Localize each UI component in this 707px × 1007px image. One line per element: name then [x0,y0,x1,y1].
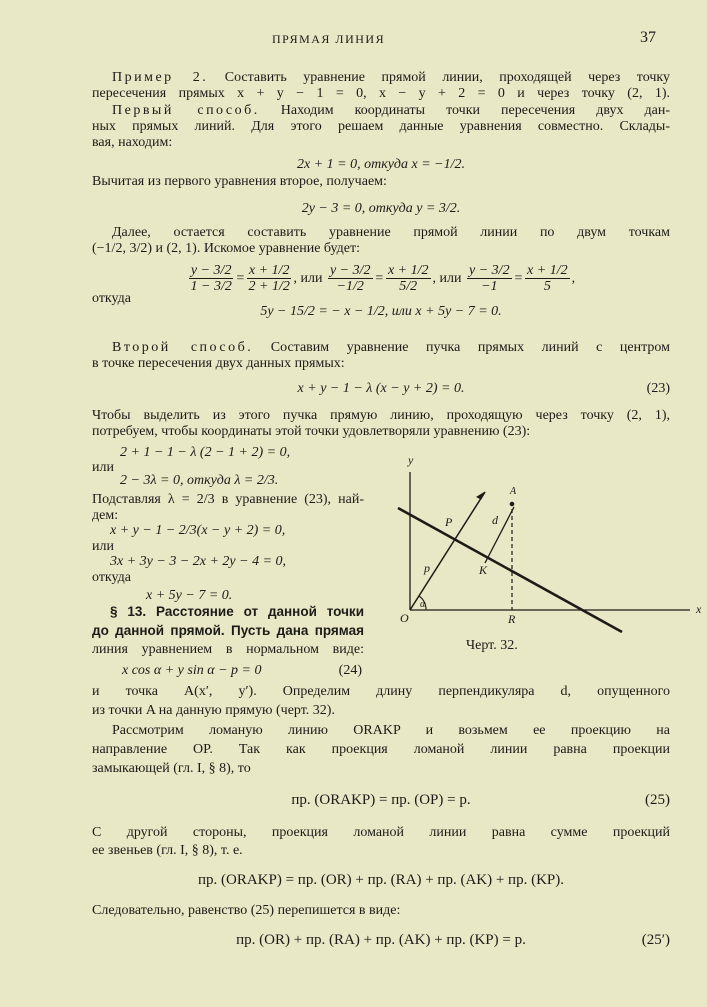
paragraph-line: пересечения прямых x + y − 1 = 0, x − y + 2 = 0 и через точку (2, 1). [92,86,670,101]
formula-text: пр. (ORAKP) = пр. (OP) = p. [291,792,471,808]
fraction [328,263,373,294]
figure-caption: Черт. 32. [466,638,518,653]
formula-text: x cos α + y sin α − p = 0 [122,663,262,678]
paragraph-line: потребуем, чтобы координаты этой точки удовлетворяли уравнению (23): [92,424,531,439]
label-d: d [492,513,498,527]
equation-number: (25′) [641,932,670,948]
paragraph-line: из точки A на данную прямую (черт. 32). [92,703,335,718]
formula-text: пр. (OR) + пр. (RA) + пр. (AK) + пр. (KP) = p. [236,932,526,948]
example-lead: Пример 2. [112,70,209,85]
fraction [247,263,292,294]
paragraph-line: Рассмотрим ломаную линию ORAKP и возьмем ее проекцию на [112,723,670,738]
label-x: x [696,602,702,616]
paragraph-line: откуда [92,570,131,585]
paragraph-line [92,103,670,119]
text: Находим координаты точки пересечения двух дан- [280,103,670,118]
formula: пр. (ORAKP) = пр. (OR) + пр. (RA) + пр. (AK) + пр. (KP). [197,872,565,888]
point-a [510,502,514,506]
equals: = [235,271,245,286]
formula [92,932,670,948]
denominator: 1 − 3/2 [190,279,232,295]
numerator: y − 3/2 [469,263,510,279]
numerator: x + 1/2 [387,263,429,279]
formula: 2y − 3 = 0, откуда y = 3/2. [301,201,461,216]
denominator: 5 [543,279,551,295]
formula: x + 5y − 7 = 0. [146,588,233,603]
equals: = [513,271,524,286]
paragraph-line: ее звеньев (гл. I, § 8), т. е. [92,843,243,858]
paragraph-line: Далее, остается составить уравнение прямой линии по двум точкам [112,225,670,240]
formula [92,792,670,808]
equals: = [374,271,384,286]
paragraph-line: Вычитая из первого уравнения второе, получаем: [92,174,387,189]
formula: 2 + 1 − 1 − λ (2 − 1 + 2) = 0, [120,445,291,460]
paragraph-line [92,70,670,86]
fraction [467,263,512,294]
paragraph-line: ных прямых линий. Для этого решаем данные уравнения совместно. Склады- [92,119,670,134]
label-p-point: P [445,515,453,529]
denominator: 2 + 1/2 [248,279,290,295]
paragraph-line [92,340,670,356]
label-r: R [508,612,516,626]
arrow-head-icon [477,492,485,499]
formula: 5y − 15/2 = − x − 1/2, или x + 5y − 7 = 0. [260,304,502,319]
formula: 2x + 1 = 0, откуда x = −1/2. [296,157,466,172]
denominator: 5/2 [399,279,418,295]
paragraph-line: замыкающей (гл. I, § 8), то [92,761,251,776]
paragraph-line: С другой стороны, проекция ломаной линии равна сумме проекций [92,825,670,840]
fraction [189,263,234,294]
equation-number: (24) [338,663,362,678]
paragraph-line: Подставляя λ = 2/3 в уравнение (23), най- [92,492,364,507]
paragraph-line: (−1/2, 3/2) и (2, 1). Искомое уравнение будет: [92,241,360,256]
paragraph-line: или [92,539,114,554]
running-title: ПРЯМАЯ ЛИНИЯ [272,32,386,46]
figure-32 [390,450,707,640]
paragraph-line: направление OP. Так как проекция ломаной линии равна проекции [92,742,670,757]
label-y: y [408,453,414,467]
method-lead: Второй способ. [112,340,254,355]
text: Составить уравнение прямой линии, проходящей через точку [224,70,670,85]
formula: x + y − 1 − 2/3(x − y + 2) = 0, [110,523,286,538]
label-k: K [479,563,488,577]
equation-number: (25) [645,792,670,808]
paragraph-line: откуда [92,291,131,306]
punctuation: , [571,271,576,286]
label-o: O [400,611,409,625]
perpendicular-d [485,507,514,563]
numerator: x + 1/2 [527,263,568,279]
label-p: p [424,561,430,575]
formula: 3x + 3y − 3 − 2x + 2y − 4 = 0, [110,554,287,569]
section-heading: § 13. Расстояние от данной точки [110,604,364,619]
paragraph-line: Следовательно, равенство (25) перепишется в виде: [92,903,401,918]
numerator: y − 3/2 [190,263,232,279]
separator: , или [293,271,323,286]
paragraph-line: дем: [92,508,119,523]
paragraph-line: вая, находим: [92,135,173,150]
paragraph-line: Чтобы выделить из этого пучка прямую линию, проходящую через точку (2, 1), [92,408,670,423]
section-heading-cont: до данной прямой. Пусть дана прямая [92,623,364,638]
fraction [525,263,570,294]
denominator: −1/2 [336,279,364,295]
paragraph-line: в точке пересечения двух данных прямых: [92,356,345,371]
formula [92,381,670,397]
page-number: 37 [640,29,656,46]
fraction [386,263,431,294]
paragraph-line: линия уравнением в нормальном виде: [92,642,364,657]
equation-number: (23) [646,381,670,396]
separator: , или [432,271,462,286]
paragraph-line: или [92,460,114,475]
denominator: −1 [481,279,498,295]
numerator: x + 1/2 [248,263,290,279]
formula-text: x + y − 1 − λ (x − y + 2) = 0. [297,381,465,396]
formula [122,663,362,679]
paragraph-line: и точка A(x′, y′). Определим длину перпендикуляра d, опущенного [92,684,670,699]
label-alpha: α [420,599,426,610]
text: Составим уравнение пучка прямых линий с центром [270,340,670,355]
formula: 2 − 3λ = 0, откуда λ = 2/3. [120,473,279,488]
method-lead: Первый способ. [112,103,260,118]
numerator: y − 3/2 [329,263,371,279]
label-a: A [510,486,517,497]
